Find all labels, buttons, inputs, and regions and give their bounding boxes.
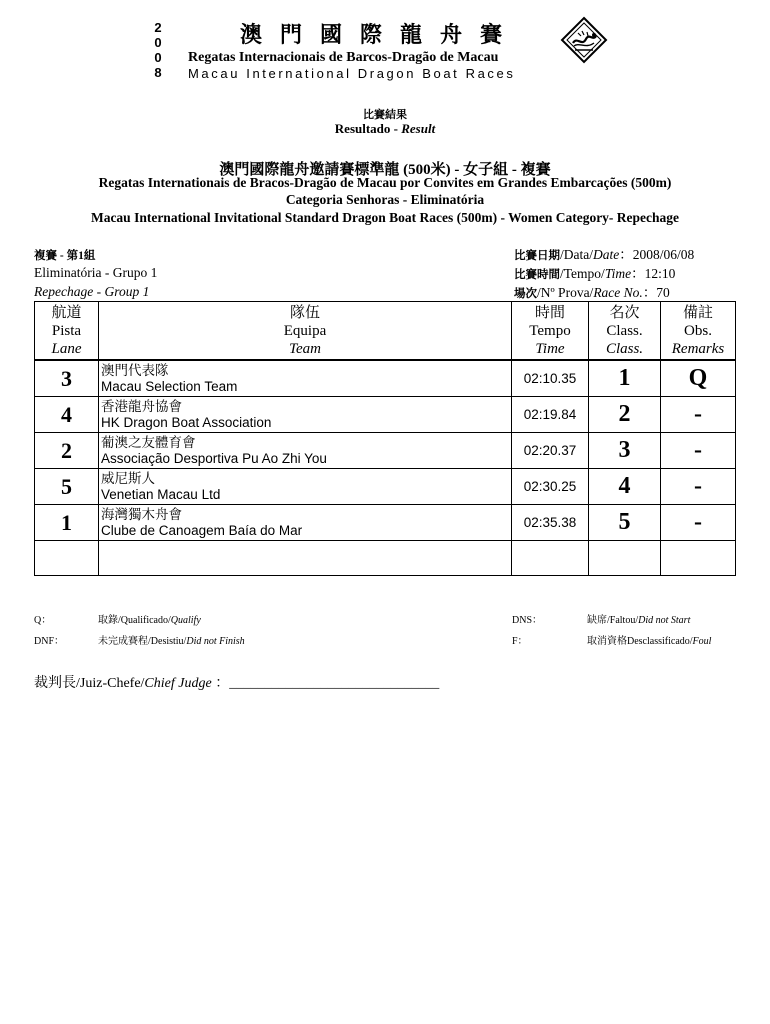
lane-cell: 5 [35,469,99,505]
legend-dnf-key: DNF： [34,636,65,647]
time-cell: 02:20.37 [512,433,589,469]
class-cell: 1 [589,360,661,397]
lane-header: 航道 Pista Lane [35,302,99,361]
lane-cell: 4 [35,397,99,433]
legend-f: 取消資格Desclassificado/Foul [587,636,712,647]
team-cell: 香港龍舟協會 HK Dragon Boat Association [99,397,512,433]
race-title-zh: 澳門國際龍舟邀請賽標準龍 (500米) - 女子組 - 複賽 [219,162,551,178]
remark-cell: - [661,469,736,505]
table-row [35,433,736,469]
remark-cell: - [661,433,736,469]
team-cell: 海灣獨木舟會 Clube de Canoagem Baía do Mar [99,505,512,541]
time-cell: 02:19.84 [512,397,589,433]
lane-cell: 2 [35,433,99,469]
event-title-en: Macau International Dragon Boat Races [188,66,516,81]
remark-cell: - [661,397,736,433]
race-title-pt: Regatas Internationais de Bracos-Dragão de Macau por Convites em Grandes Embarcações (500m) [98,175,672,190]
class-header: 名次 Class. Class. [589,302,661,361]
remarks-header: 備註 Obs. Remarks [661,302,736,361]
class-cell: 3 [589,433,661,469]
result-title [0,121,770,137]
team-cell: 澳門代表隊 Macau Selection Team [99,360,512,397]
group-en: Repechage - Group 1 [34,284,150,299]
result-label-pt: Resultado - [334,121,402,136]
time-cell: 02:35.38 [512,505,589,541]
legend-dnf: 未完成賽程/Desistiu/Did not Finish [98,636,245,647]
group-pt: Eliminatória - Grupo 1 [34,265,158,280]
team-cell: 威尼斯人 Venetian Macau Ltd [99,469,512,505]
result-label-en: Result [401,121,436,136]
table-row [35,469,736,505]
race-category: Categoria Senhoras - Eliminatória [285,192,485,207]
time-cell: 02:30.25 [512,469,589,505]
event-title-zh: 澳門國際龍舟賽 [240,22,521,47]
class-cell: 2 [589,397,661,433]
result-title-zh: 比賽結果 [363,109,407,121]
chief-judge-signature-line: 裁判長/Juiz-Chefe/Chief Judge ：______________________________ [34,676,440,691]
race-title-en: Macau International Invitational Standard Dragon Boat Races (500m) - Women Category- Repechage [90,210,680,225]
race-number: 場次/Nº Prova/Race No.：70 [514,285,670,300]
lane-cell: 3 [35,360,99,397]
time-header: 時間 Tempo Time [512,302,589,361]
class-cell: 5 [589,505,661,541]
year-digit: 8 [154,65,162,80]
table-row [35,360,736,397]
year-digit: 0 [154,50,162,65]
group-zh: 複賽 - 第1組 [34,250,96,262]
empty-row [35,541,736,576]
legend-q-key: Q： [34,615,52,626]
table-header-row [35,302,736,361]
legend-q: 取錄/Qualificado/Qualify [98,615,201,626]
legend-f-key: F： [512,636,528,647]
team-header: 隊伍 Equipa Team [99,302,512,361]
table-row [35,397,736,433]
class-cell: 4 [589,469,661,505]
event-title-pt: Regatas Internacionais de Barcos-Dragão de Macau [188,50,499,65]
race-time: 比賽時間/Tempo/Time：12:10 [514,266,676,281]
legend-dns-key: DNS： [512,615,543,626]
year-vertical [151,20,165,80]
table-row [35,505,736,541]
race-date: 比賽日期/Data/Date：2008/06/08 [514,247,695,262]
year-digit: 0 [154,35,162,50]
legend-dns: 缺席/Faltou/Did not Start [587,615,691,626]
year-digit: 2 [154,20,162,35]
remark-cell: - [661,505,736,541]
team-cell: 葡澳之友體育會 Associação Desportiva Pu Ao Zhi You [99,433,512,469]
lane-cell: 1 [35,505,99,541]
dragon-boat-logo-icon [560,16,608,64]
results-table [34,301,736,576]
time-cell: 02:10.35 [512,360,589,397]
remark-cell: Q [661,360,736,397]
